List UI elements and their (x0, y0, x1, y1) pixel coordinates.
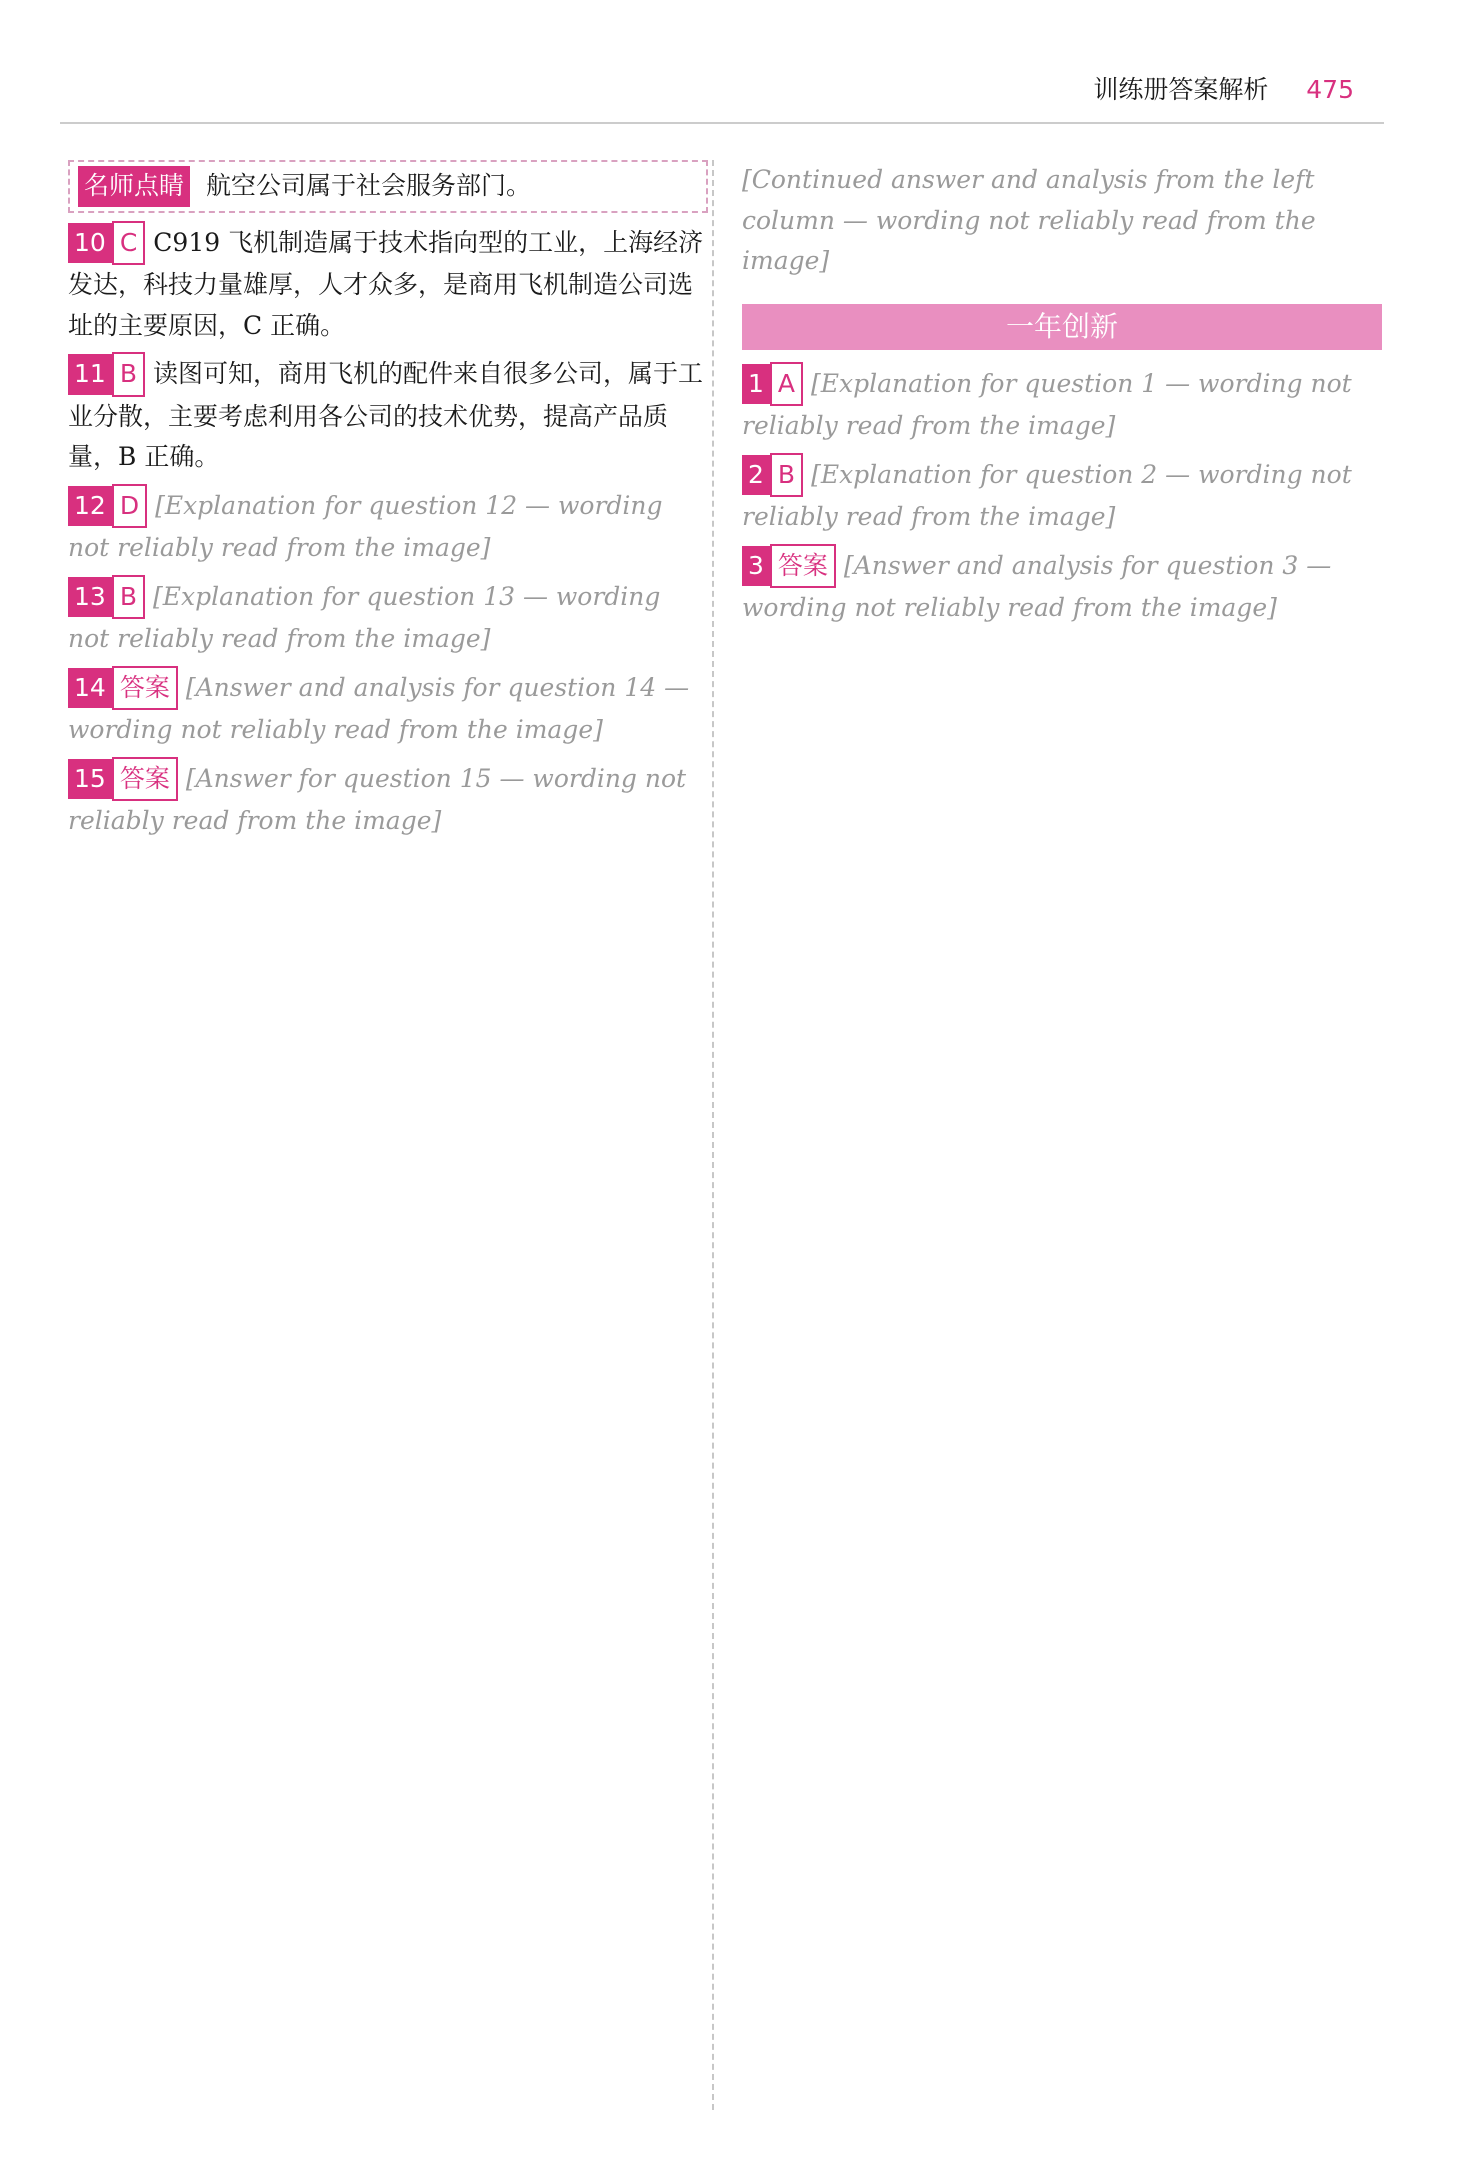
right-column (742, 160, 1382, 635)
left-question-12 (68, 484, 708, 569)
question-number: 1 (742, 364, 770, 405)
question-text: [Explanation for question 1 — wording not reliably read from the image] (742, 368, 1352, 440)
question-text: [Answer for question 15 — wording not reliably read from the image] (68, 763, 687, 835)
right-question-3 (742, 544, 1382, 629)
question-text: [Answer and analysis for question 3 — wording not reliably read from the image] (742, 550, 1332, 622)
question-text: [Explanation for question 13 — wording not reliably read from the image] (68, 581, 661, 653)
question-answer: C (112, 221, 145, 266)
question-text: C919 飞机制造属于技术指向型的工业，上海经济发达，科技力量雄厚，人才众多，是商用飞机制造公司选址的主要原因，C 正确。 (68, 227, 704, 340)
tip-box (68, 160, 708, 213)
question-answer: D (112, 484, 147, 529)
tip-tag: 名师点睛 (78, 166, 190, 207)
question-text: [Explanation for question 2 — wording not reliably read from the image] (742, 459, 1352, 531)
tip-text: 航空公司属于社会服务部门。 (205, 171, 531, 200)
page-number: 475 (1306, 75, 1354, 104)
question-number: 2 (742, 455, 770, 496)
question-answer: A (770, 362, 803, 407)
right-question-1 (742, 362, 1382, 447)
left-question-14 (68, 666, 708, 751)
question-answer: B (770, 453, 803, 498)
page-header (1093, 70, 1354, 106)
left-question-10 (68, 221, 708, 347)
column-divider (712, 160, 714, 2110)
question-text: [Explanation for question 12 — wording not reliably read from the image] (68, 490, 663, 562)
right-question-2 (742, 453, 1382, 538)
question-answer: B (112, 575, 145, 620)
left-question-11 (68, 352, 708, 478)
header-rule (60, 122, 1384, 124)
question-answer: 答案 (112, 666, 178, 711)
right-question-list (742, 362, 1382, 629)
question-number: 13 (68, 577, 112, 618)
left-question-list (68, 221, 708, 842)
header-title: 训练册答案解析 (1093, 75, 1269, 104)
left-question-13 (68, 575, 708, 660)
question-text: [Answer and analysis for question 14 — wording not reliably read from the image] (68, 672, 690, 744)
question-answer: 答案 (112, 757, 178, 802)
left-question-15 (68, 757, 708, 842)
question-number: 3 (742, 546, 770, 587)
question-answer: B (112, 352, 145, 397)
question-number: 14 (68, 668, 112, 709)
section-banner: 一年创新 (742, 304, 1382, 350)
question-number: 15 (68, 759, 112, 800)
question-number: 12 (68, 486, 112, 527)
question-number: 11 (68, 354, 112, 395)
question-number: 10 (68, 223, 112, 264)
question-answer: 答案 (770, 544, 836, 589)
left-column (68, 160, 708, 848)
right-top-text: [Continued answer and analysis from the left column — wording not reliably read from the image] (742, 165, 1316, 275)
question-text: 读图可知，商用飞机的配件来自很多公司，属于工业分散，主要考虑利用各公司的技术优势，提高产品质量，B 正确。 (68, 359, 703, 471)
